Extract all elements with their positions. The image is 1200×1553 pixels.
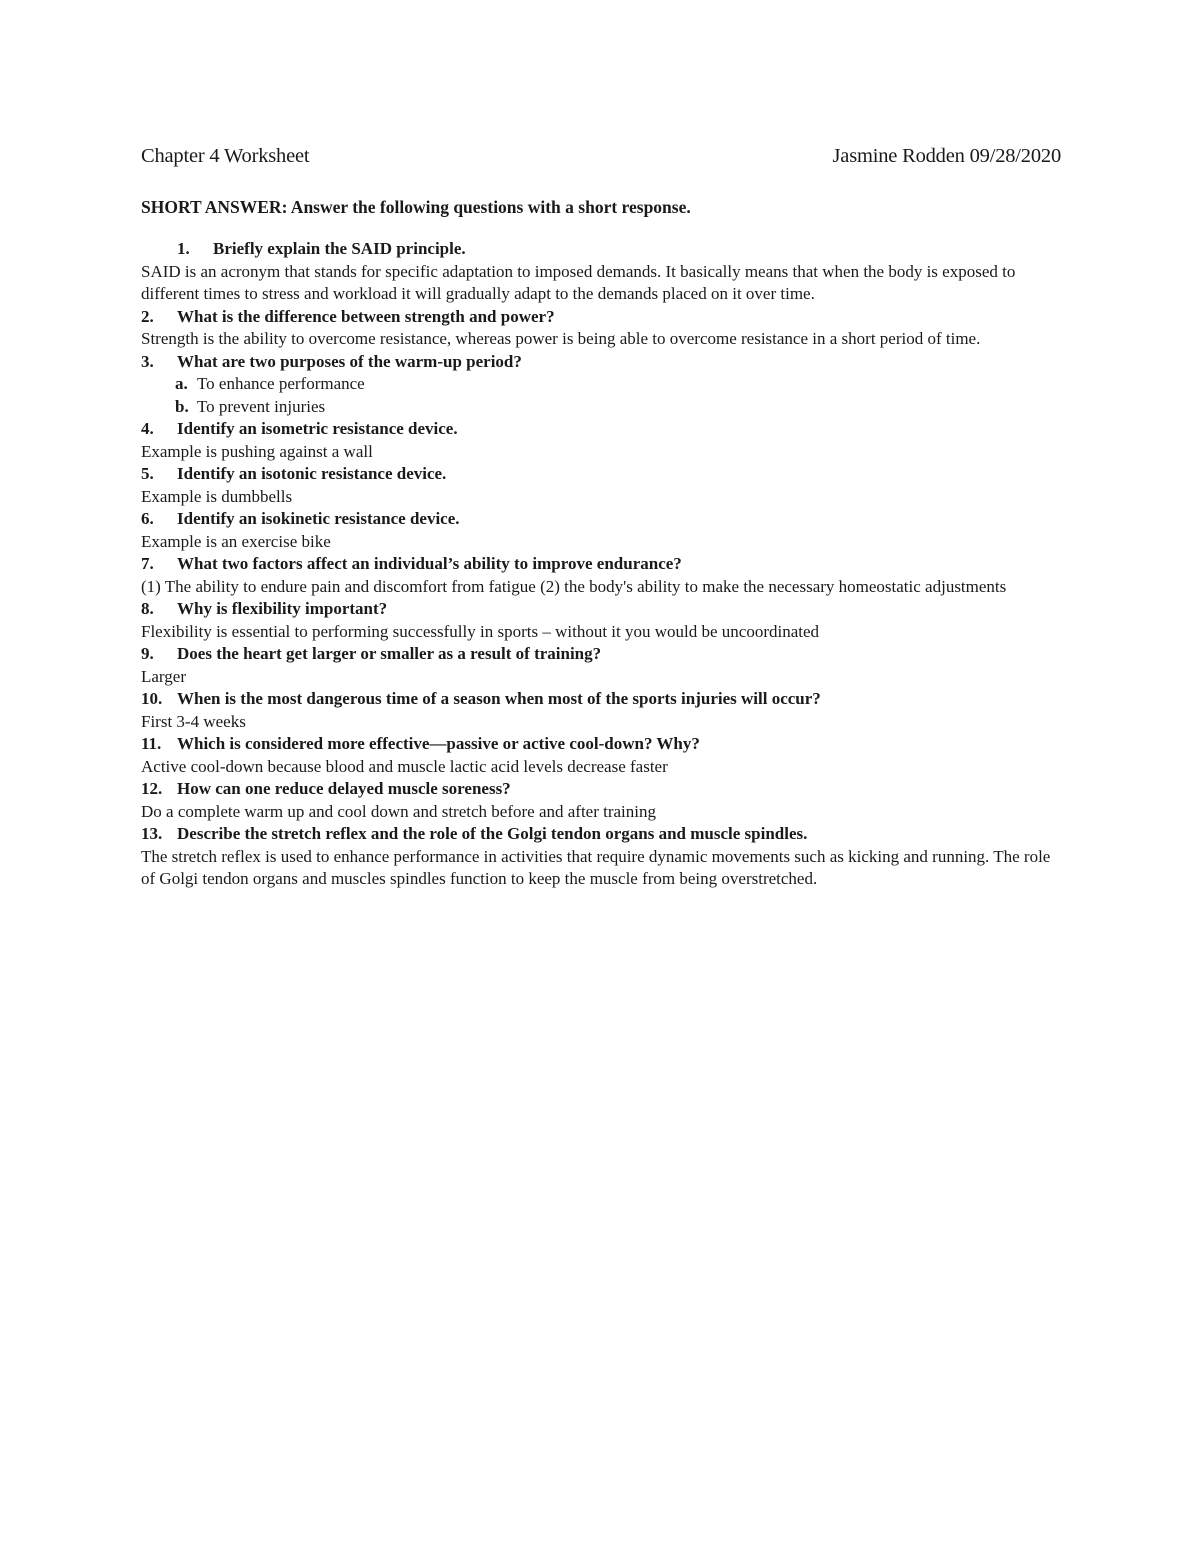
question-8: [141, 598, 1061, 621]
question-13: [141, 823, 1061, 846]
answer-3b: [141, 396, 1061, 419]
question-number: 3.: [141, 351, 154, 371]
question-text: What is the difference between strength and power?: [177, 306, 555, 326]
answer-10: First 3-4 weeks: [141, 711, 246, 731]
question-number: 9.: [141, 644, 154, 663]
answer-11: Active cool-down because blood and muscle lactic acid levels decrease faster: [141, 756, 668, 776]
answer-6: Example is an exercise bike: [141, 531, 331, 551]
question-number: 2.: [141, 306, 154, 326]
question-text: When is the most dangerous time of a season when most of the sports injuries will occur?: [177, 689, 821, 708]
question-11: [141, 733, 1061, 756]
question-number: 5.: [141, 464, 154, 483]
question-9: [141, 643, 1061, 666]
answer-13: The stretch reflex is used to enhance performance in activities that require dynamic movements such as kicking and running. The role of Golgi tendon organs and muscles spindles function to keep the muscle from being overstretched.: [141, 846, 1051, 888]
question-text: Why is flexibility important?: [177, 599, 388, 618]
author-date: Jasmine Rodden 09/28/2020: [832, 145, 1061, 167]
instructions: SHORT ANSWER: Answer the following questions with a short response.: [141, 197, 691, 217]
answer-12: Do a complete warm up and cool down and stretch before and after training: [141, 801, 657, 821]
sub-answer-letter: a.: [175, 374, 188, 393]
question-4: [141, 418, 1061, 441]
document-title: Chapter 4 Worksheet: [141, 145, 310, 167]
question-12: [141, 778, 1061, 801]
question-number: 7.: [141, 554, 154, 573]
worksheet-page: [141, 142, 1061, 891]
question-text: Identify an isotonic resistance device.: [177, 464, 447, 483]
answer-4: Example is pushing against a wall: [141, 441, 373, 461]
question-number: 4.: [141, 419, 154, 438]
question-text: Describe the stretch reflex and the role of the Golgi tendon organs and muscle spindles.: [177, 824, 808, 843]
question-number: 10.: [141, 689, 163, 708]
question-text: How can one reduce delayed muscle soreness?: [177, 779, 511, 798]
answer-8: Flexibility is essential to performing successfully in sports – without it you would be uncoordinated: [141, 621, 820, 641]
answer-1: SAID is an acronym that stands for specific adaptation to imposed demands. It basically means that when the body is exposed to different times to stress and workload it will gradually adapt to the demands placed on it over time.: [141, 261, 1016, 303]
answer-5: Example is dumbbells: [141, 486, 293, 506]
question-text: Briefly explain the SAID principle.: [213, 239, 466, 258]
sub-answer-letter: b.: [175, 396, 189, 416]
question-number: 12.: [141, 779, 163, 798]
question-10: [141, 688, 1061, 711]
sub-answer-text: To enhance performance: [196, 374, 365, 393]
question-number: 11.: [141, 734, 162, 753]
question-number: 8.: [141, 599, 154, 618]
question-number: 13.: [141, 824, 163, 843]
sub-answer-text: To prevent injuries: [196, 396, 326, 416]
document-header: [141, 142, 1061, 170]
question-number: 6.: [141, 509, 154, 528]
answer-7: (1) The ability to endure pain and discomfort from fatigue (2) the body's ability to make the necessary homeostatic adjustments: [141, 576, 1007, 596]
answer-9: Larger: [141, 666, 186, 686]
question-text: Identify an isometric resistance device.: [177, 419, 458, 438]
question-text: Identify an isokinetic resistance device.: [177, 509, 460, 528]
answer-3a: [141, 373, 1061, 396]
question-text: Which is considered more effective—passive or active cool-down? Why?: [177, 734, 700, 753]
question-5: [141, 463, 1061, 486]
question-text: What two factors affect an individual’s ability to improve endurance?: [177, 554, 682, 573]
question-number: 1.: [177, 239, 190, 258]
question-1: [141, 238, 1061, 261]
question-text: Does the heart get larger or smaller as a result of training?: [177, 644, 602, 663]
question-text: What are two purposes of the warm-up period?: [177, 351, 522, 371]
question-3: [141, 351, 1061, 374]
question-list: [141, 238, 1061, 891]
question-7: [141, 553, 1061, 576]
question-2: [141, 306, 1061, 329]
question-6: [141, 508, 1061, 531]
answer-2: Strength is the ability to overcome resistance, whereas power is being able to overcome resistance in a short period of time.: [141, 329, 981, 348]
